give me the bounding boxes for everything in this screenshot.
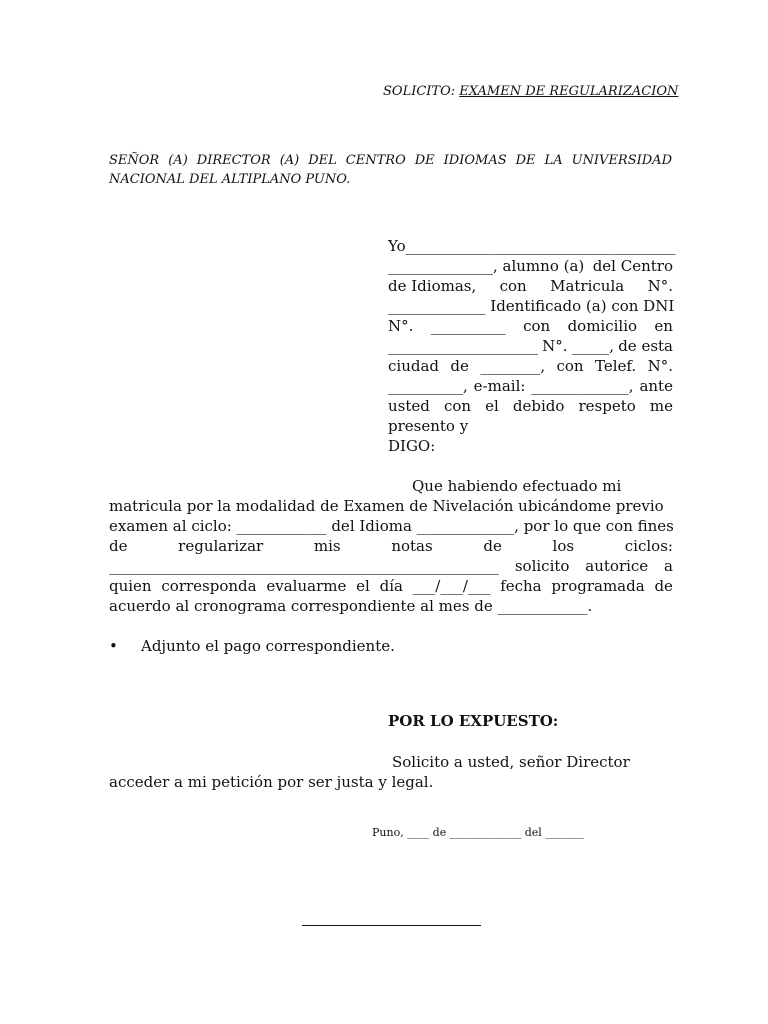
request-line — [109, 556, 673, 576]
subject-label: SOLICITO: — [383, 84, 456, 99]
applicant-word: ______________, alumno (a) — [388, 257, 585, 275]
applicant-word: __________ — [430, 317, 506, 335]
applicant-paragraph — [388, 236, 676, 456]
request-line — [109, 576, 673, 596]
applicant-word: en — [654, 317, 673, 335]
applicant-line — [388, 296, 673, 316]
applicant-word: me — [649, 397, 673, 415]
bullet-item — [109, 636, 395, 656]
applicant-word: debido — [512, 397, 565, 415]
request-word: mis — [313, 537, 341, 555]
request-word: ciclos: — [624, 537, 673, 555]
applicant-word: con — [523, 317, 551, 335]
applicant-word: ciudad — [388, 357, 440, 375]
closing-request — [109, 752, 673, 792]
request-word: examen al ciclo: ____________ del Idioma _____________, por lo que con fines — [109, 517, 674, 535]
request-word: programada — [551, 577, 645, 595]
subject-value: EXAMEN DE REGULARIZACION — [459, 84, 679, 99]
applicant-word: _____________, — [531, 377, 634, 395]
request-word: solicito — [514, 557, 570, 575]
applicant-word: Matricula — [550, 277, 625, 295]
request-text: acuerdo al cronograma correspondiente al mes de ____________. — [109, 597, 593, 615]
request-word: fecha — [500, 577, 542, 595]
applicant-word: con — [556, 357, 584, 375]
request-line — [109, 596, 673, 616]
request-word: corresponda — [161, 577, 257, 595]
applicant-line — [388, 376, 673, 396]
request-word: día — [379, 577, 403, 595]
applicant-word: de Idiomas, — [388, 277, 477, 295]
request-word: el — [356, 577, 370, 595]
applicant-text: Yo____________________________________ — [388, 237, 676, 255]
request-word: regularizar — [178, 537, 264, 555]
request-word: de — [109, 537, 128, 555]
request-word: los — [552, 537, 575, 555]
applicant-word: respeto — [578, 397, 636, 415]
request-word: autorice — [585, 557, 649, 575]
applicant-word: _____, — [571, 337, 615, 355]
request-word: notas — [391, 537, 433, 555]
applicant-word: ante — [639, 377, 673, 395]
closing-request-line2: acceder a mi petición por ser justa y legal. — [109, 773, 434, 791]
place-date: Puno, ____ de _____________ del _______ — [372, 826, 584, 839]
applicant-word: e-mail: — [473, 377, 526, 395]
applicant-line — [388, 256, 673, 276]
applicant-word: de — [450, 357, 469, 375]
applicant-text: presento y — [388, 417, 469, 435]
addressee: SEÑOR (A) DIRECTOR (A) DEL CENTRO DE IDIOMAS DE LA UNIVERSIDAD NACIONAL DEL ALTIPLANO PUNO. — [109, 153, 672, 187]
applicant-line — [388, 436, 673, 456]
request-word: de — [483, 537, 502, 555]
request-line — [109, 536, 673, 556]
applicant-word: de esta — [618, 337, 673, 355]
applicant-word: ________, — [480, 357, 546, 375]
applicant-word: N°. — [388, 317, 414, 335]
applicant-text: DIGO: — [388, 437, 436, 455]
applicant-line — [388, 396, 673, 416]
subject-line — [383, 84, 678, 99]
applicant-word: __________, — [388, 377, 468, 395]
applicant-line — [388, 416, 673, 436]
applicant-word: ____________________ — [388, 337, 538, 355]
request-word: a — [664, 557, 673, 575]
applicant-word: N°. — [647, 277, 673, 295]
applicant-line — [388, 276, 673, 296]
request-word: ___/___/___ — [412, 577, 491, 595]
request-word: ____________________________________________________ — [109, 557, 499, 575]
applicant-word: con — [499, 277, 527, 295]
applicant-word: Telef. — [595, 357, 637, 375]
applicant-word: con — [443, 397, 472, 415]
applicant-line — [388, 316, 673, 336]
request-line — [109, 516, 673, 536]
applicant-word: el — [485, 397, 499, 415]
applicant-word: _____________ Identificado (a) con DNI — [388, 297, 675, 315]
request-word: evaluarme — [266, 577, 347, 595]
applicant-word: N°. — [542, 337, 568, 355]
applicant-word: usted — [388, 397, 430, 415]
applicant-word: del Centro — [592, 257, 673, 275]
applicant-line — [388, 336, 673, 356]
request-paragraph — [109, 476, 673, 616]
closing-heading: POR LO EXPUESTO: — [388, 712, 559, 730]
closing-request-line1: Solicito a usted, señor Director — [392, 753, 630, 771]
bullet-text: Adjunto el pago correspondiente. — [141, 637, 395, 655]
applicant-line — [388, 356, 673, 376]
bullet-icon: • — [109, 637, 118, 655]
request-line — [109, 476, 673, 496]
applicant-line — [388, 236, 676, 256]
signature-line — [302, 925, 481, 926]
request-text: Que habiendo efectuado mi — [412, 477, 622, 495]
applicant-word: N°. — [647, 357, 673, 375]
request-line — [109, 496, 673, 516]
applicant-word: domicilio — [567, 317, 638, 335]
request-word: de — [654, 577, 673, 595]
request-word: matricula por la modalidad de Examen de Nivelación ubicándome previo — [109, 497, 664, 515]
request-word: quien — [109, 577, 152, 595]
